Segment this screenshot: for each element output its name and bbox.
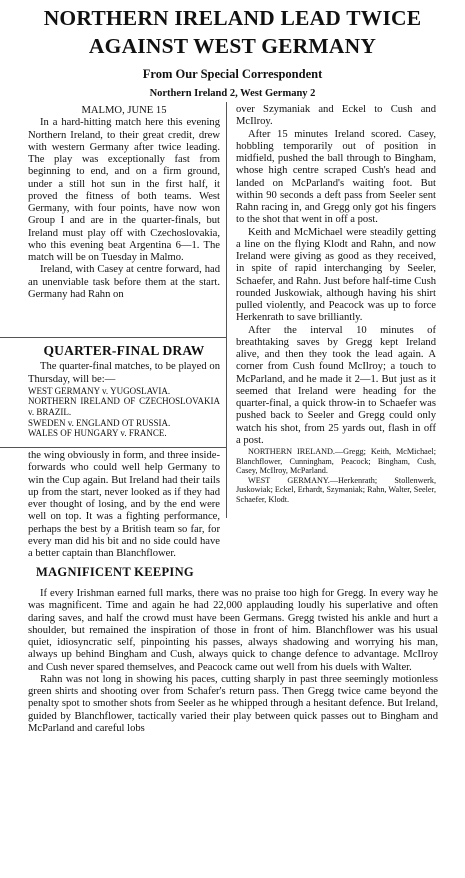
- paragraph: In a hard-hitting match here this evening Northern Ireland, to their great credit, drew with western Germany after twice leading. The play was exceptionally fast from beginning to end, and on a firm ground, under a still hot sun in the first half, it proved the fitness of both teams. West Germany, with four points, have now won Group I and are in the quarter-finals, but Ireland must play off with Czechoslovakia, who this evening beat Argentina 6—1. The match will be on Tuesday in Malmo.: [28, 117, 220, 263]
- fixture: WEST GERMANY v. YUGOSLAVIA.: [28, 385, 171, 396]
- fixture: SWEDEN v. ENGLAND OT RUSSIA.: [28, 417, 171, 428]
- left-column-top: [28, 105, 220, 301]
- fixture: WALES OF HUNGARY v. FRANCE.: [28, 428, 167, 439]
- byline: From Our Special Correspondent: [142, 67, 323, 81]
- paragraph: Ireland, with Casey at centre forward, had an unenviable task before them at the start. Germany had Rahn on: [28, 264, 220, 300]
- right-column: [236, 104, 436, 505]
- paragraph: Keith and McMichael were steadily getting a line on the flying Klodt and Rahn, and now Ireland were giving as good as they received, in spite of rapid interchanging by Seeler, Schaefer, and Rahn. Just before half-time Cush rounded Juskowiak, although having his shirt pulled violently, and Peacock was up to force Herkenrath to save brilliantly.: [236, 226, 436, 324]
- headline-line-2: AGAINST WEST GERMANY: [88, 34, 377, 58]
- paragraph: After the interval 10 minutes of breathtaking saves by Gregg kept Ireland alive, and then they took the lead again. A corner from Cush found McIlroy; a touch to McParland, and he made it 2—1. But just as it seemed that Ireland were heading for the quarter-final, a quick throw-in to Schaefer was pushed back to Seeler and Gregg could only watch his shot, from 25 yards out, flash in off a post.: [236, 324, 436, 446]
- paragraph: If every Irishman earned full marks, there was no praise too high for Gregg. In every way he was magnificent. Time and again he had 22,000 applauding loudly his superlative and often daring saves, and half the crowd must have been Germans. Gregg twisted his ankle and hurt a shoulder, but remained the inspiration of those in front of him. Blanchflower was his usual quiet, idiosyncratic self, pinpointing his passes, always shadowing and worrying his man, always up behind Bingham and Cush, always quick to change defence to advantage. McIlroy and Cush never spared themselves, and Peacock came out well from his duels with Walter.: [28, 588, 438, 673]
- paragraph: After 15 minutes Ireland scored. Casey, hobbling temporarily out of position in midfield, pushed the ball through to Bingham, whose high centre scraped Cush's head and landed on McParland's waiting foot. But within 90 seconds a deft pass from Seeler sent Rahn racing in, and Gregg only got his fingers to the shot that went in off a post.: [236, 128, 436, 226]
- subheading: MAGNIFICENT KEEPING: [36, 565, 194, 580]
- box-intro: The quarter-final matches, to be played on Thursday, will be:—: [28, 361, 220, 385]
- box-title: QUARTER-FINAL DRAW: [43, 343, 205, 358]
- headline-line-1: NORTHERN IRELAND LEAD TWICE: [43, 6, 422, 30]
- divider: [0, 447, 227, 448]
- paragraph-continued: over Szymaniak and Eckel to Cush and McIlroy.: [236, 104, 436, 128]
- divider: [0, 337, 227, 338]
- lower-section: [28, 588, 438, 735]
- team-line-northern-ireland: NORTHERN IRELAND.—Gregg; Keith, McMichael; Blanchflower, Cunningham, Peacock; Bingham, Cush, Casey, McIlroy, McParland.: [236, 447, 436, 476]
- fixture: NORTHERN IRELAND OF CZECHOSLOVAKIA v. BRAZIL.: [28, 396, 220, 417]
- paragraph: Rahn was not long in showing his paces, cutting sharply in past three seemingly motionless green shirts and shooting over from Schafer's return pass. Then Gregg twice came beyond the penalty spot to smother shots from Seeler as he whipped through a hesitant defence. But Ireland, guided by Blanchflower, tactically varied their play between quick passes out to Bingham and McParland and careful lobs: [28, 673, 438, 734]
- paragraph-continued: the wing obviously in form, and three inside-forwards who could well help Germany to win the Cup again. But Ireland had their tails up from the start, never looked as if they had ever thought of losing, and by the end were well on top. It was a fighting performance, perhaps the best by a British team so far, for every man did his bit and no side could have a better captain than Blanchflower.: [28, 450, 220, 559]
- quarter-final-draw-box: [28, 341, 220, 439]
- dateline: MALMO, JUNE 15: [81, 105, 167, 116]
- column-divider: [226, 102, 227, 518]
- match-result: Northern Ireland 2, West Germany 2: [149, 88, 316, 99]
- left-column-bottom: [28, 450, 220, 582]
- team-line-west-germany: WEST GERMANY.—Herkenrath; Stollenwerk, Juskowiak; Eckel, Erhardt, Szymaniak; Rahn, Walter, Seeler, Schaefer, Klodt.: [236, 475, 436, 504]
